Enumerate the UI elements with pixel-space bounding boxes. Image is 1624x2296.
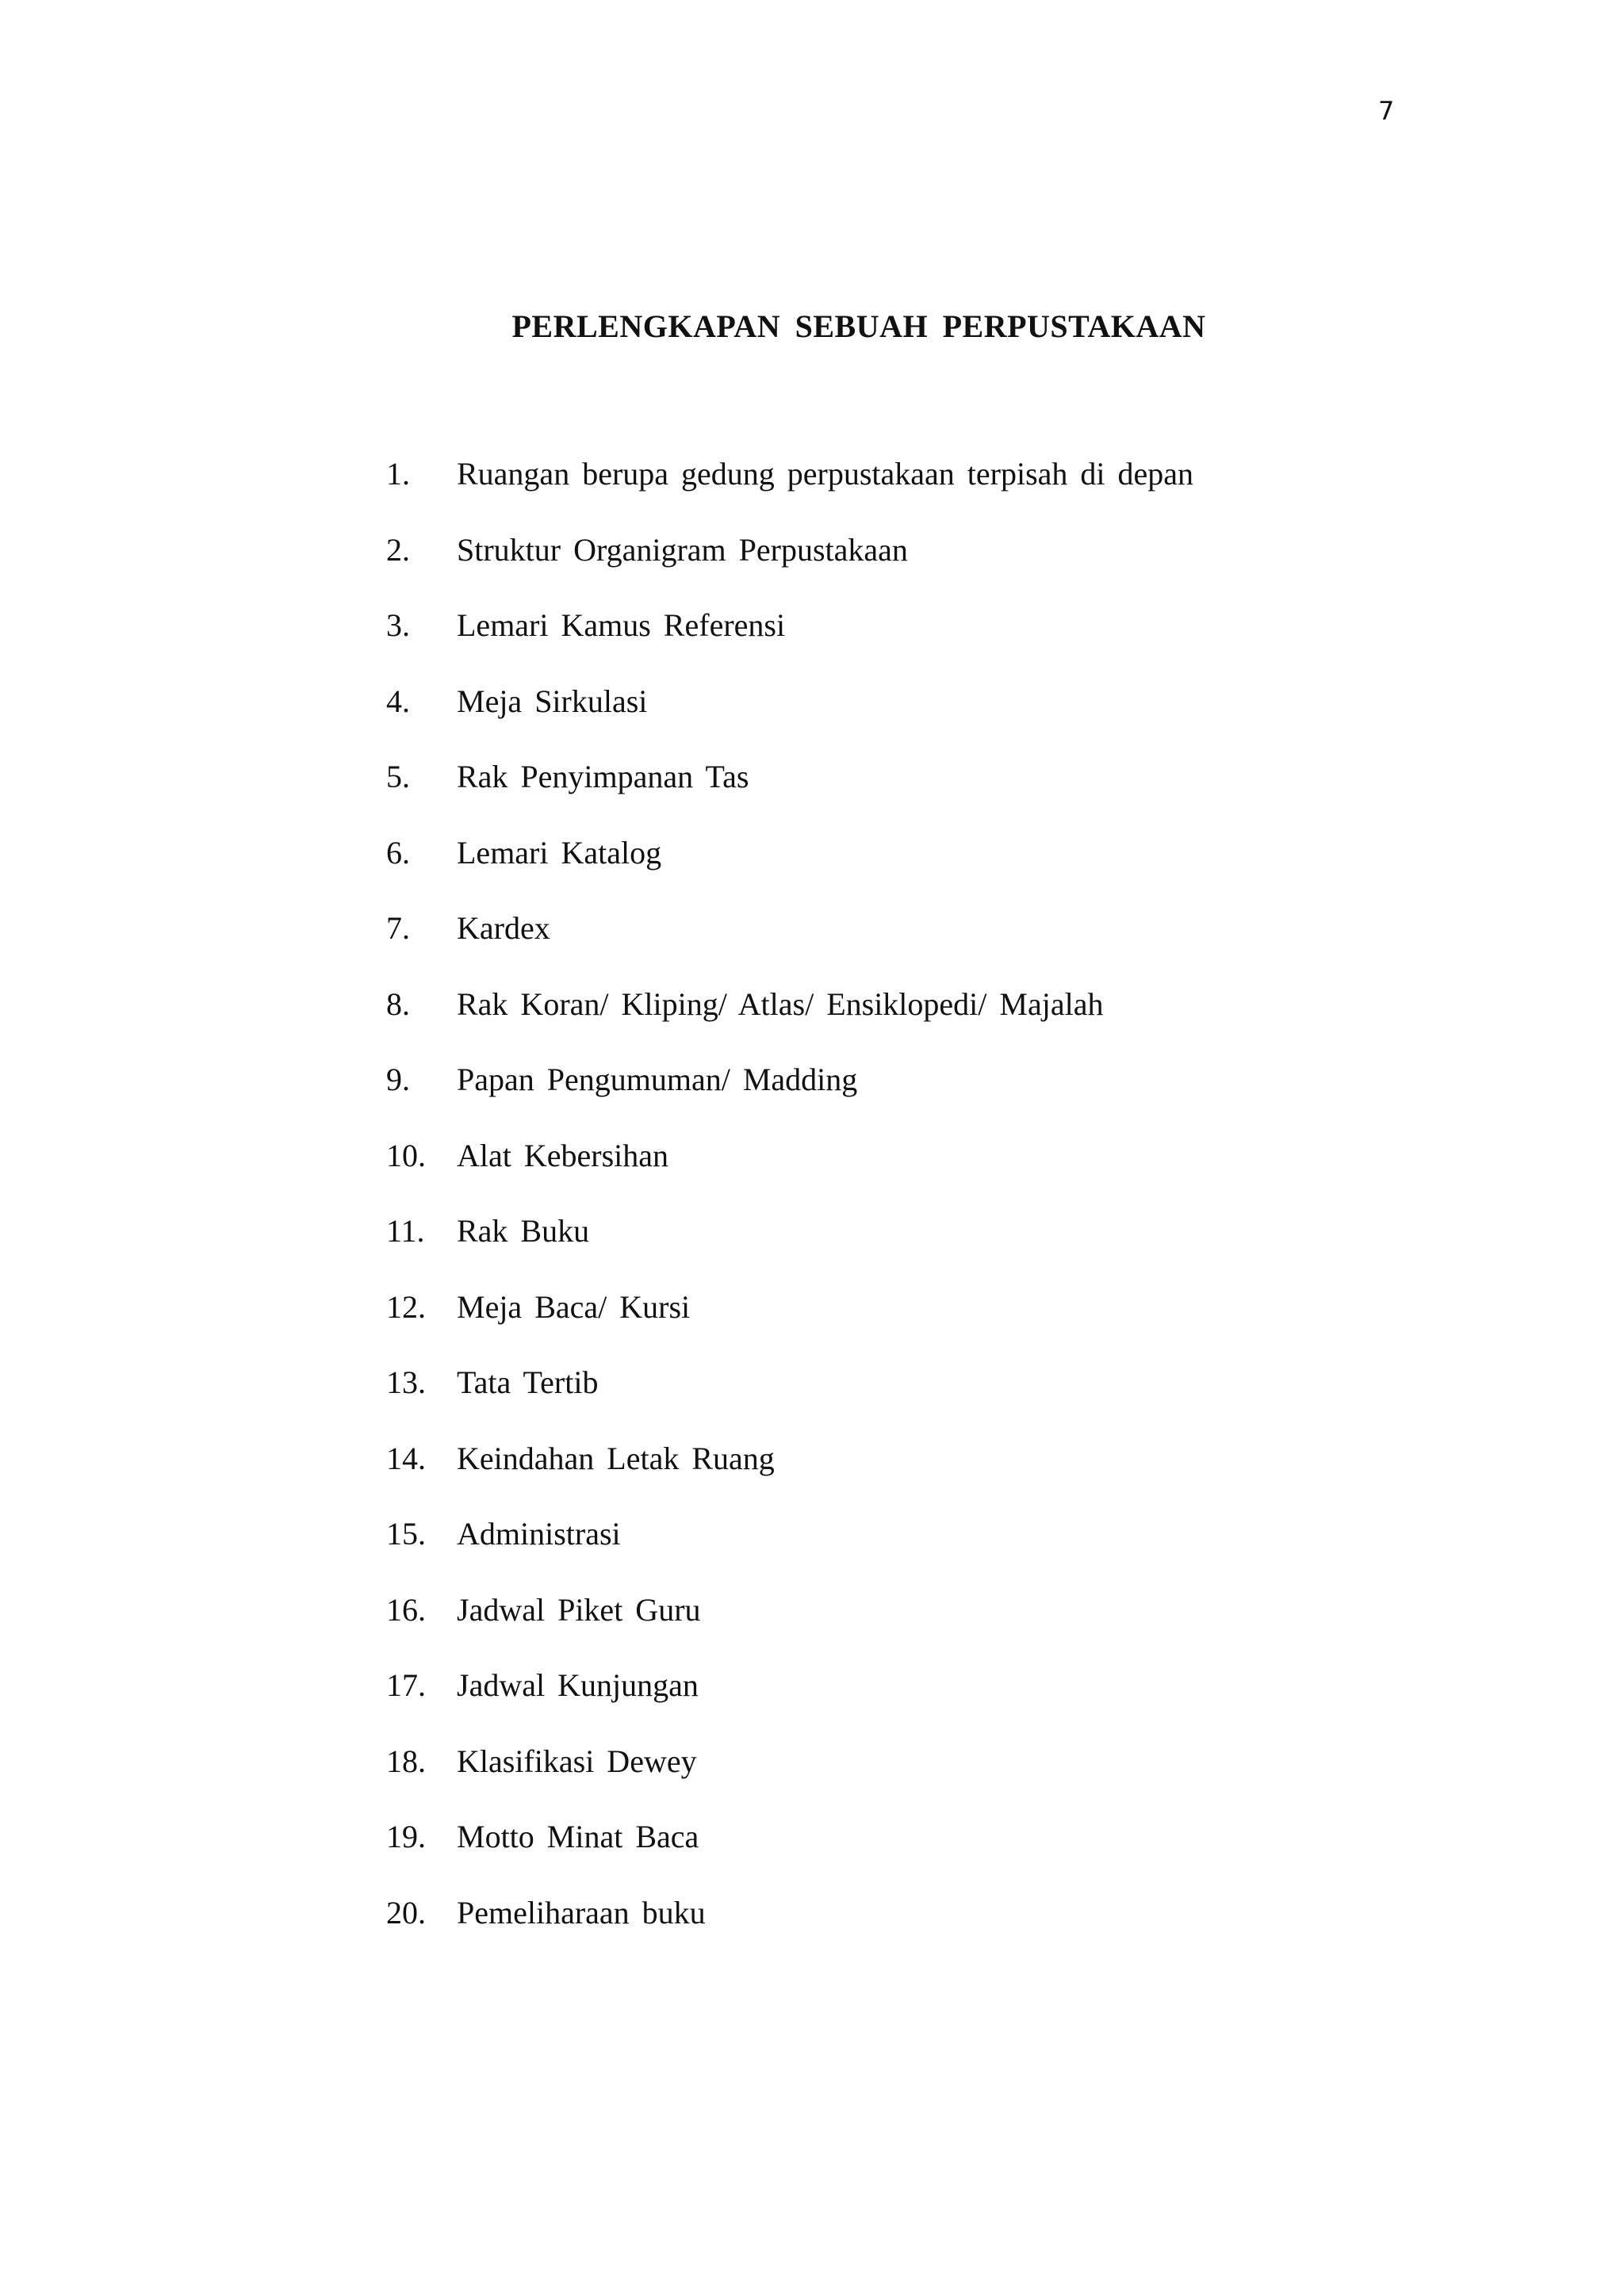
list-item bbox=[386, 1440, 1193, 1516]
list-item-text: Keindahan Letak Ruang bbox=[457, 1440, 775, 1476]
list-item-number: 13. bbox=[386, 1364, 426, 1400]
list-item-number: 17. bbox=[386, 1667, 426, 1703]
list-item-text: Motto Minat Baca bbox=[457, 1819, 699, 1854]
list-item-text: Lemari Kamus Referensi bbox=[457, 607, 786, 643]
page-number: 7 bbox=[1378, 96, 1395, 126]
list-item-number: 12. bbox=[386, 1288, 426, 1325]
list-item-text: Papan Pengumuman/ Madding bbox=[457, 1062, 858, 1097]
list-item bbox=[386, 834, 1193, 910]
list-item-text: Kardex bbox=[457, 910, 550, 946]
list-item-text: Rak Buku bbox=[457, 1213, 590, 1249]
list-item-number: 8. bbox=[386, 985, 410, 1022]
page-title: PERLENGKAPAN SEBUAH PERPUSTAKAAN bbox=[511, 308, 1206, 344]
list-item-text: Ruangan berupa gedung perpustakaan terpisah di depan bbox=[457, 456, 1194, 492]
list-item-text: Struktur Organigram Perpustakaan bbox=[457, 531, 908, 568]
list-item bbox=[386, 1061, 1193, 1137]
list-item-number: 3. bbox=[386, 607, 410, 643]
list-item bbox=[386, 683, 1193, 759]
list-item-text: Administrasi bbox=[457, 1516, 621, 1552]
list-item-number: 19. bbox=[386, 1819, 426, 1854]
list-item-number: 11. bbox=[386, 1213, 425, 1249]
list-item-number: 14. bbox=[386, 1440, 426, 1476]
list-item bbox=[386, 1818, 1193, 1894]
list-item-number: 15. bbox=[386, 1516, 426, 1552]
list-item-text: Lemari Katalog bbox=[457, 834, 662, 871]
list-item bbox=[386, 531, 1193, 607]
list-item-number: 20. bbox=[386, 1894, 426, 1931]
list-item-text: Rak Koran/ Kliping/ Atlas/ Ensiklopedi/ Majalah bbox=[457, 985, 1104, 1022]
list-item bbox=[386, 909, 1193, 985]
list-item bbox=[386, 758, 1193, 834]
list-item-number: 9. bbox=[386, 1062, 410, 1097]
list-item-text: Meja Sirkulasi bbox=[457, 683, 648, 719]
list-item-text: Klasifikasi Dewey bbox=[457, 1743, 697, 1779]
list-item-text: Tata Tertib bbox=[457, 1364, 599, 1400]
list-item-text: Alat Kebersihan bbox=[457, 1137, 669, 1173]
list-item bbox=[386, 1743, 1193, 1819]
list-item-text: Jadwal Kunjungan bbox=[457, 1667, 699, 1703]
list-item-number: 5. bbox=[386, 759, 410, 794]
list-item bbox=[386, 1137, 1193, 1213]
list-item-number: 10. bbox=[386, 1137, 426, 1173]
list-item bbox=[386, 1288, 1193, 1364]
list-item-number: 4. bbox=[386, 683, 410, 719]
list-item bbox=[386, 1591, 1193, 1667]
list-item-number: 16. bbox=[386, 1591, 426, 1628]
list-item-number: 6. bbox=[386, 834, 410, 871]
list-item-number: 2. bbox=[386, 531, 410, 568]
list-item-text: Pemeliharaan buku bbox=[457, 1894, 706, 1931]
list-item bbox=[386, 1364, 1193, 1440]
list-item-number: 18. bbox=[386, 1743, 426, 1779]
list-item-text: Jadwal Piket Guru bbox=[457, 1591, 701, 1628]
list-item-text: Meja Baca/ Kursi bbox=[457, 1288, 691, 1325]
list-item bbox=[386, 607, 1193, 683]
list-item bbox=[386, 455, 1193, 531]
list-item bbox=[386, 1894, 1193, 1970]
list-item bbox=[386, 1212, 1193, 1288]
list-item-number: 1. bbox=[386, 456, 410, 492]
equipment-list bbox=[386, 455, 1193, 1969]
list-item-number: 7. bbox=[386, 910, 410, 946]
list-item bbox=[386, 985, 1193, 1062]
list-item bbox=[386, 1515, 1193, 1591]
list-item-text: Rak Penyimpanan Tas bbox=[457, 759, 749, 794]
list-item bbox=[386, 1667, 1193, 1743]
